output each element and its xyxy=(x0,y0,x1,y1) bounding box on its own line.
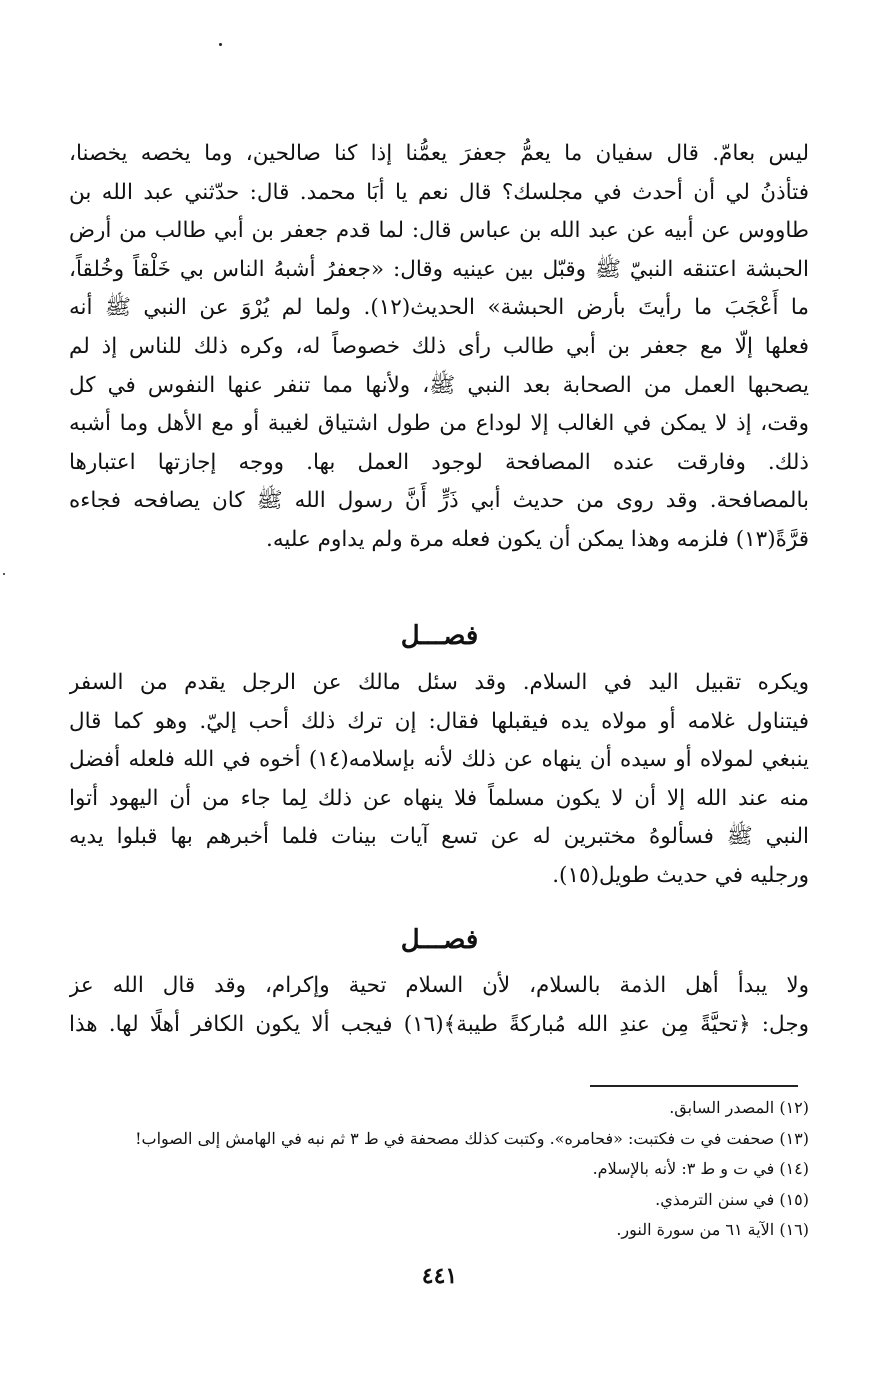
text-line: يصحبها العمل من الصحابة بعد النبي ﷺ، ولأنها مما تنفر عنها النفوس في كل xyxy=(69,372,809,398)
section-heading: فصـــل xyxy=(400,925,479,955)
section-heading: فصـــل xyxy=(400,621,479,651)
text-line: وقت، إذ لا يمكن في الغالب إلا لوداع من طول اشتياق لغيبة أو مع الأهل وما أشبه xyxy=(69,411,809,437)
footnote: (١٢) المصدر السابق. xyxy=(669,1098,809,1117)
speck-mark xyxy=(219,43,222,46)
text-line: ما أَعْجَبَ ما رأيتَ بأرض الحبشة» الحديث(١٢). ولما لم يُرْوَ عن النبي ﷺ أنه xyxy=(69,295,809,321)
text-line: منه عند الله إلا أن لا يكون مسلماً فلا ينهاه عن ذلك لِما جاء من أن اليهود أتوا xyxy=(69,785,809,811)
speck-mark xyxy=(3,573,5,575)
text-line: وجل: ﴿تحيَّةً مِن عندِ الله مُباركةً طيبة﴾(١٦) فيجب ألا يكون الكافر أهلًا لها. هذا xyxy=(69,1011,809,1037)
text-line: فيتناول غلامه أو مولاه يده فيقبلها فقال: إن ترك ذلك أحب إليّ. وهو كما قال xyxy=(69,708,809,734)
footnote-separator xyxy=(590,1085,798,1087)
text-line: النبي ﷺ فسألوهُ مختبرين له عن تسع آيات بينات فلما أخبرهم بها قبلوا يديه xyxy=(69,824,809,850)
text-line: ويكره تقبيل اليد في السلام. وقد سئل مالك عن الرجل يقدم من السفر xyxy=(69,670,809,695)
footnote: (١٦) الآية ٦١ من سورة النور. xyxy=(616,1220,809,1240)
text-line: ليس بعامّ. قال سفيان ما يعمُّ جعفرَ يعمُّنا إذا كنا صالحين، وما يخصه يخصنا، xyxy=(69,141,809,166)
footnote: (١٣) صحفت في ت فكتبت: «فحامره». وكتبت كذلك مصحفة في ط ٣ ثم نبه في الهامش إلى الصواب! xyxy=(135,1128,809,1148)
text-line: بالمصافحة. وقد روى من حديث أبي ذَرٍّ أَنَّ رسول الله ﷺ كان يصافحه فجاءه xyxy=(69,488,809,514)
footnote: (١٤) في ت و ط ٣: لأنه بالإسلام. xyxy=(592,1159,809,1179)
text-line: فعلها إلّا مع جعفر بن أبي طالب رأى ذلك خصوصاً له، وكره ذلك للناس إذ لم xyxy=(69,333,809,359)
text-line: طاووس عن أبيه عن عبد الله بن عباس قال: لما قدم جعفر بن أبي طالب من أرض xyxy=(69,218,809,244)
text-line: فتأذنُ لي أن أحدث في مجلسك؟ قال نعم يا أبَا محمد. قال: حدّثني عبد الله بن xyxy=(69,179,809,205)
footnotes xyxy=(69,1093,809,1246)
text-line: ينبغي لمولاه أو سيده أن ينهاه عن ذلك لأنه بإسلامه(١٤) أخوه في الله فلعله أفضل xyxy=(69,747,809,773)
paragraph-3 xyxy=(69,967,809,1044)
text-line: ولا يبدأ أهل الذمة بالسلام، لأن السلام تحية وإكرام، وقد قال الله عز xyxy=(69,973,809,998)
paragraph-1 xyxy=(69,135,809,560)
text-line: ورجليه في حديث طويل(١٥). xyxy=(552,862,809,888)
text-line: الحبشة اعتنقه النبيّ ﷺ وقبّل بين عينيه وقال: «جعفرُ أشبهُ الناس بي خَلْقاً وخُلقاً، xyxy=(69,256,809,282)
text-line: قرَّةً(١٣) فلزمه وهذا يمكن أن يكون فعله مرة ولم يداوم عليه. xyxy=(266,526,809,552)
page-number: ٤٤١ xyxy=(421,1263,458,1289)
footnote: (١٥) في سنن الترمذي. xyxy=(655,1189,809,1209)
paragraph-2 xyxy=(69,664,809,896)
text-line: ذلك. وفارقت عنده المصافحة لوجود العمل بها. ووجه إجازتها اعتبارها xyxy=(69,449,809,475)
